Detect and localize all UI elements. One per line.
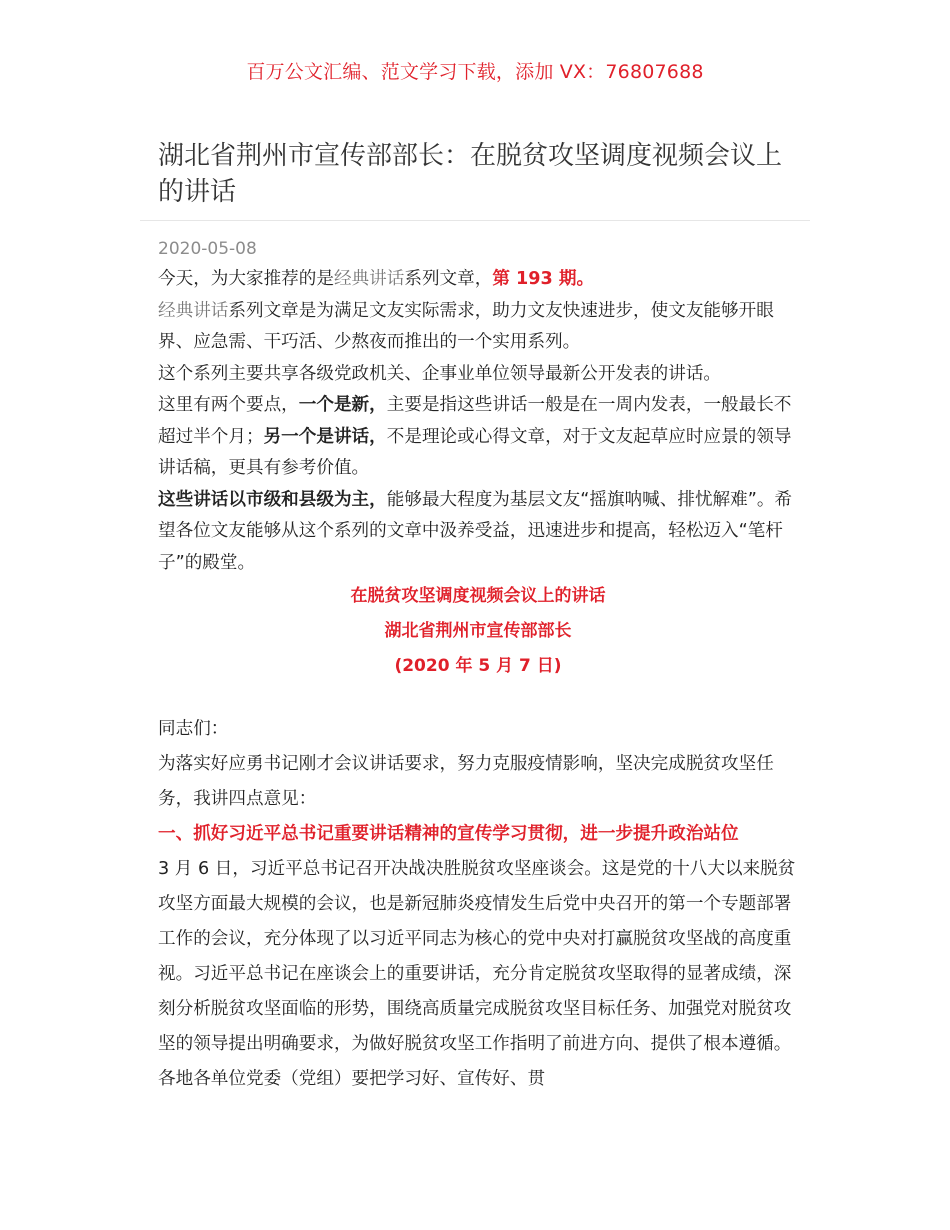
intro-paragraph-5: [158, 485, 798, 580]
intro-paragraph-2: [158, 296, 798, 359]
article-title: 湖北省荆州市宣传部部长：在脱贫攻坚调度视频会议上的讲话: [158, 141, 783, 207]
intro-text: 不是理论或心得文章，对于文友起草应时应景的领导讲话稿，更具有参考价值。: [158, 426, 792, 478]
key-point-2: 另一个是讲话，: [263, 426, 387, 447]
key-point-1: 一个是新，: [298, 395, 387, 415]
intro-paragraph-4: [158, 390, 798, 485]
spacer: [158, 684, 798, 712]
intro-paragraph-1: [158, 264, 798, 296]
issue-number: 第 193 期。: [492, 269, 595, 289]
intro-text: 这里有两个要点，: [158, 395, 299, 415]
promo-banner: 百万公文汇编、范文学习下载，添加 VX：76807688: [246, 61, 704, 83]
article-body: [158, 264, 798, 1097]
intro-text: 系列文章，: [404, 269, 493, 289]
intro-paragraph-3: 这个系列主要共享各级党政机关、企事业单位领导最新公开发表的讲话。: [158, 363, 722, 384]
intro-text: 系列文章是为满足文友实际需求，助力文友快速进步，使文友能够开眼界、应急需、干巧活、少熬夜而推出的一个实用系列。: [158, 300, 774, 352]
opening-paragraph: 为落实好应勇书记刚才会议讲话要求，努力克服疫情影响，坚决完成脱贫攻坚任务，我讲四点意见：: [158, 754, 774, 809]
speech-speaker: 湖北省荆州市宣传部部长: [384, 621, 572, 641]
intro-text: 主要是指这些讲话一般是在一周内发表，一般最长不超过半个月；: [158, 395, 792, 447]
section-1-title: 一、抓好习近平总书记重要讲话精神的宣传学习贯彻，进一步提升政治站位: [158, 824, 739, 844]
key-point-3: 这些讲话以市级和县级为主，: [158, 489, 387, 510]
speech-date: (2020 年 5 月 7 日): [394, 656, 562, 676]
intro-text: 能够最大程度为基层文友“摇旗呐喊、排忧解难”。希望各位文友能够从这个系列的文章中汲养受益，迅速进步和提高，轻松迈入“笔杆子”的殿堂。: [158, 489, 793, 573]
speech-heading: 在脱贫攻坚调度视频会议上的讲话: [350, 586, 606, 606]
article-date: 2020-05-08: [158, 239, 257, 259]
section-1-paragraph: 3 月 6 日，习近平总书记召开决战决胜脱贫攻坚座谈会。这是党的十八大以来脱贫攻坚方面最大规模的会议，也是新冠肺炎疫情发生后党中央召开的第一个专题部署工作的会议，充分体现了以习近平同志为核心的党中央对打赢脱贫攻坚战的高度重视。习近平总书记在座谈会上的重要讲话，充分肯定脱贫攻坚取得的显著成绩，深刻分析脱贫攻坚面临的形势，围绕高质量完成脱贫攻坚目标任务、加强党对脱贫攻坚的领导提出明确要求，为做好脱贫攻坚工作指明了前进方向、提供了根本遵循。各地各单位党委（党组）要把学习好、宣传好、贯: [158, 859, 796, 1089]
title-divider: [140, 220, 810, 221]
series-name: 经典讲话: [333, 269, 405, 289]
intro-text: 今天，为大家推荐的是: [158, 269, 334, 289]
series-name: 经典讲话: [158, 300, 229, 321]
salutation: 同志们：: [158, 719, 229, 739]
